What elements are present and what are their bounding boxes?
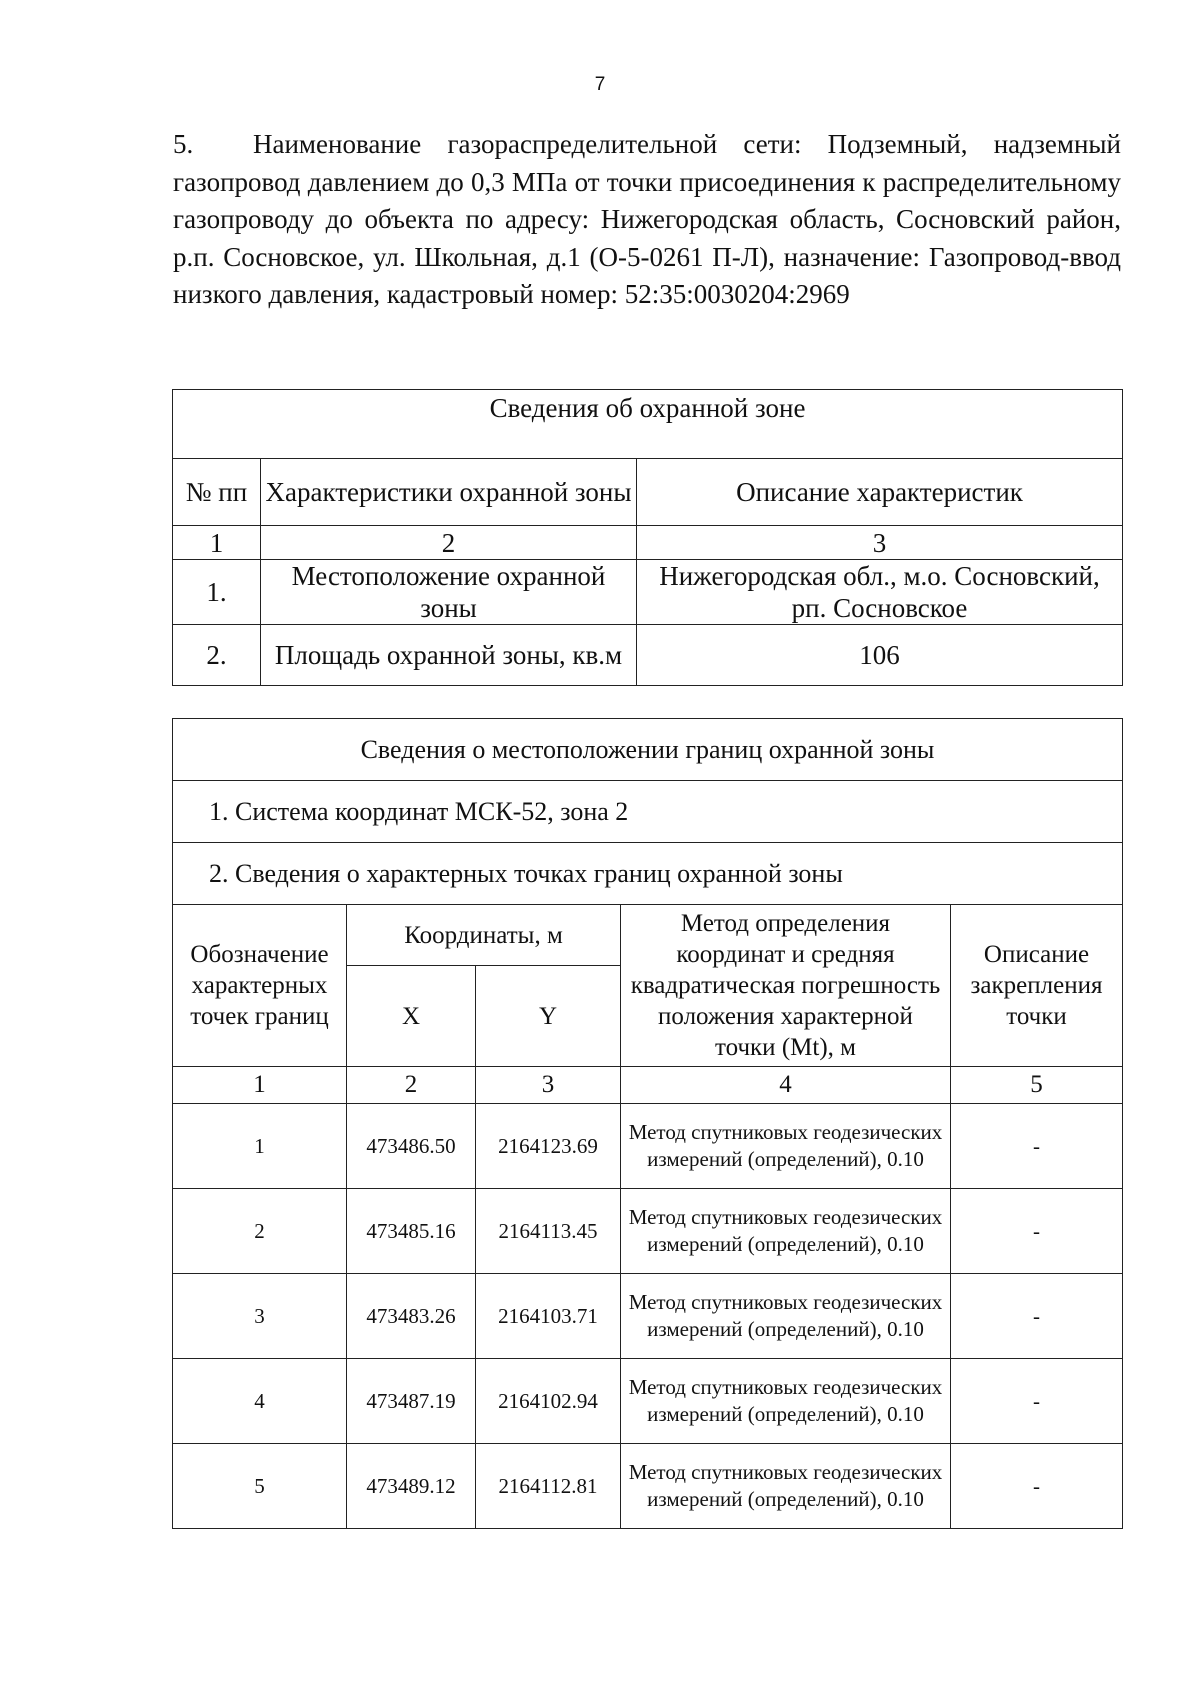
- intro-text: Наименование газораспределительной сети: Подземный, надземный газопровод давлением до 0,3 МПа от точки присоединения к распределительному газопроводу до объекта по адресу: Нижегородская область, Сосновский район, р.п. Сосновское, ул. Школьная, д.1 (О-5-0261 П-Л), назначение: Газопровод-ввод низкого давления, кадастровый номер: 52:35:0030204:2969: [173, 129, 1121, 309]
- column-number: 5: [951, 1067, 1123, 1104]
- header-coordinates: Координаты, м: [347, 905, 621, 966]
- point-id: 3: [173, 1274, 347, 1359]
- row-number: 1.: [173, 560, 261, 625]
- point-x: 473483.26: [347, 1274, 476, 1359]
- table-row: [173, 1444, 1123, 1529]
- header-designation: Обозначение характерных точек границ: [173, 905, 347, 1067]
- column-number: 3: [637, 526, 1123, 560]
- point-id: 4: [173, 1359, 347, 1444]
- table-row: [173, 1189, 1123, 1274]
- table-row: [173, 1104, 1123, 1189]
- header-x: X: [347, 966, 476, 1067]
- column-number: 1: [173, 1067, 347, 1104]
- row-description: 106: [637, 625, 1123, 686]
- boundary-points-table: [172, 718, 1123, 1529]
- point-y: 2164112.81: [476, 1444, 621, 1529]
- coordinate-system: 1. Система координат МСК-52, зона 2: [173, 781, 1123, 843]
- zone-table-title: Сведения об охранной зоне: [173, 390, 1123, 459]
- point-fixing: -: [951, 1444, 1123, 1529]
- point-method: Метод спутниковых геодезических измерений (определений), 0.10: [621, 1189, 951, 1274]
- point-method: Метод спутниковых геодезических измерений (определений), 0.10: [621, 1104, 951, 1189]
- column-number: 4: [621, 1067, 951, 1104]
- point-id: 1: [173, 1104, 347, 1189]
- point-fixing: -: [951, 1359, 1123, 1444]
- point-x: 473486.50: [347, 1104, 476, 1189]
- point-id: 5: [173, 1444, 347, 1529]
- column-number: 1: [173, 526, 261, 560]
- row-characteristic: Местоположение охранной зоны: [261, 560, 637, 625]
- point-method: Метод спутниковых геодезических измерений (определений), 0.10: [621, 1274, 951, 1359]
- point-y: 2164113.45: [476, 1189, 621, 1274]
- point-fixing: -: [951, 1189, 1123, 1274]
- table-row: [173, 625, 1123, 686]
- point-fixing: -: [951, 1274, 1123, 1359]
- row-description: Нижегородская обл., м.о. Сосновский, рп. Сосновское: [637, 560, 1123, 625]
- header-fixing: Описание закрепления точки: [951, 905, 1123, 1067]
- point-x: 473485.16: [347, 1189, 476, 1274]
- row-characteristic: Площадь охранной зоны, кв.м: [261, 625, 637, 686]
- point-y: 2164123.69: [476, 1104, 621, 1189]
- bounds-table-title: Сведения о местоположении границ охранной зоны: [173, 719, 1123, 781]
- column-number: 2: [347, 1067, 476, 1104]
- header-description: Описание характеристик: [637, 459, 1123, 526]
- points-title: 2. Сведения о характерных точках границ охранной зоны: [173, 843, 1123, 905]
- intro-number: 5.: [173, 129, 194, 159]
- point-method: Метод спутниковых геодезических измерений (определений), 0.10: [621, 1444, 951, 1529]
- point-x: 473489.12: [347, 1444, 476, 1529]
- intro-paragraph: [173, 126, 1121, 314]
- header-number: № пп: [173, 459, 261, 526]
- page-number: 7: [594, 74, 606, 95]
- header-y: Y: [476, 966, 621, 1067]
- table-row: [173, 560, 1123, 625]
- table-row: [173, 1359, 1123, 1444]
- header-characteristic: Характеристики охранной зоны: [261, 459, 637, 526]
- point-y: 2164103.71: [476, 1274, 621, 1359]
- point-y: 2164102.94: [476, 1359, 621, 1444]
- row-number: 2.: [173, 625, 261, 686]
- point-method: Метод спутниковых геодезических измерений (определений), 0.10: [621, 1359, 951, 1444]
- point-x: 473487.19: [347, 1359, 476, 1444]
- table-row: [173, 1274, 1123, 1359]
- column-number: 3: [476, 1067, 621, 1104]
- protection-zone-table: [172, 389, 1123, 686]
- point-fixing: -: [951, 1104, 1123, 1189]
- point-id: 2: [173, 1189, 347, 1274]
- header-method: Метод определения координат и средняя квадратическая погрешность положения характерной точки (Mt), м: [621, 905, 951, 1067]
- column-number: 2: [261, 526, 637, 560]
